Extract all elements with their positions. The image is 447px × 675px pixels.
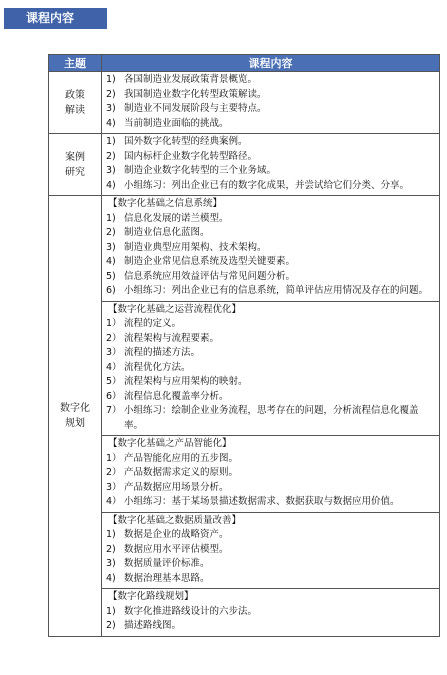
list-item (106, 528, 435, 543)
item-number: 1） (106, 318, 122, 329)
table-header-row (49, 55, 440, 72)
list-item (106, 135, 435, 150)
item-text: 小组练习：绘制企业业务流程，思考存在的问题，分析流程信息化覆盖率。 (124, 405, 419, 431)
content-cell (102, 301, 440, 436)
item-number: 4） (106, 496, 122, 507)
list-item (106, 73, 435, 88)
item-number: 2) (106, 227, 116, 238)
item-number: 6) (106, 285, 116, 296)
content-cell (102, 196, 440, 302)
list-item (106, 543, 435, 558)
item-text: 数字化推进路线设计的六步法。 (124, 605, 258, 617)
course-table (48, 54, 440, 637)
list-item (106, 495, 435, 510)
item-number: 3) (106, 558, 116, 569)
item-text: 流程的描述方法。 (124, 347, 201, 358)
item-text: 流程信息化覆盖率分析。 (124, 390, 229, 402)
item-text: 制造业信息化蓝图。 (124, 227, 210, 238)
item-text: 我国制造业数字化转型政策解读。 (124, 88, 267, 100)
item-number: 2） (106, 467, 122, 478)
list-item (106, 317, 435, 332)
list-item (106, 88, 435, 103)
list-item (106, 164, 435, 179)
table-row (49, 134, 440, 196)
topic-label: 研究 (65, 166, 85, 178)
section-title: 课程内容 (4, 8, 107, 29)
item-text: 产品数据应用场景分析。 (124, 481, 229, 493)
topic-label: 案例 (65, 151, 85, 163)
topic-cell (49, 72, 102, 134)
item-text: 国内标杆企业数字化转型路径。 (124, 150, 258, 162)
list-item (106, 346, 435, 361)
item-number: 1) (106, 605, 116, 617)
item-number: 2) (106, 543, 116, 555)
list-item (106, 375, 435, 390)
item-number: 2) (106, 150, 116, 162)
item-text: 产品智能化应用的五步图。 (124, 452, 239, 464)
list-item (106, 619, 435, 634)
table-row (49, 589, 440, 637)
column-header-content: 课程内容 (102, 55, 440, 72)
item-number: 3） (106, 347, 122, 358)
content-cell (102, 512, 440, 589)
section-heading: 【数字化基础之信息系统】 (108, 198, 223, 209)
list-item (106, 605, 435, 620)
item-text: 制造业不同发展阶段与主要特点。 (124, 103, 267, 114)
topic-cell (49, 134, 102, 196)
topic-cell (49, 196, 102, 637)
list-item (106, 212, 435, 227)
topic-label: 解读 (65, 104, 85, 116)
item-number: 4) (106, 179, 116, 191)
item-number: 5) (106, 270, 116, 282)
item-number: 4) (106, 117, 116, 129)
item-number: 1) (106, 212, 116, 224)
item-number: 1) (106, 529, 116, 540)
item-number: 3) (106, 103, 116, 114)
list-item (106, 179, 435, 194)
section-heading: 【数字化基础之数据质量改善】 (108, 514, 242, 526)
section-heading: 【数字化基础之产品智能化】 (108, 438, 232, 449)
item-number: 1) (106, 136, 116, 147)
item-text: 小组练习：基于某场景描述数据需求、数据获取与数据应用价值。 (124, 496, 400, 507)
list-item (106, 332, 435, 347)
item-number: 4） (106, 361, 122, 373)
item-number: 3) (106, 241, 116, 253)
item-text: 小组练习：列出企业已有的数字化成果，并尝试给它们分类、分享。 (124, 179, 410, 191)
list-item (106, 452, 435, 467)
table-row (49, 436, 440, 513)
list-item (106, 481, 435, 496)
list-item (106, 361, 435, 376)
item-text: 流程架构与流程要素。 (124, 332, 220, 344)
content-cell (102, 589, 440, 637)
item-number: 4) (106, 256, 116, 267)
item-text: 当前制造业面临的挑战。 (124, 117, 229, 129)
list-item (106, 226, 435, 241)
table-row (49, 72, 440, 134)
topic-label: 规划 (65, 417, 85, 429)
item-text: 国外数字化转型的经典案例。 (124, 136, 248, 147)
item-text: 数据治理基本思路。 (124, 572, 210, 584)
list-item (106, 466, 435, 481)
table-row (49, 301, 440, 436)
content-cell (102, 72, 440, 134)
list-item (106, 404, 435, 433)
item-text: 制造业典型应用架构、技术架构。 (124, 241, 267, 253)
item-text: 流程架构与应用架构的映射。 (124, 376, 248, 387)
list-item (106, 150, 435, 165)
table-row (49, 512, 440, 589)
item-text: 数据是企业的战略资产。 (124, 529, 229, 540)
list-item (106, 117, 435, 132)
list-item (106, 390, 435, 405)
topic-label: 政策 (65, 89, 85, 101)
item-text: 产品数据需求定义的原则。 (124, 467, 239, 478)
list-item (106, 572, 435, 587)
content-cell (102, 134, 440, 196)
list-item (106, 241, 435, 256)
item-number: 1) (106, 74, 116, 85)
item-number: 2) (106, 620, 116, 631)
item-text: 信息化发展的诺兰模型。 (124, 212, 229, 224)
list-item (106, 284, 435, 299)
section-heading: 【数字化基础之运营流程优化】 (108, 303, 242, 315)
item-number: 2) (106, 88, 116, 100)
item-number: 4) (106, 572, 116, 584)
item-number: 7） (106, 405, 122, 416)
content-cell (102, 436, 440, 513)
item-text: 流程优化方法。 (124, 361, 191, 373)
item-number: 1） (106, 452, 122, 464)
item-text: 各国制造业发展政策背景概览。 (124, 74, 258, 85)
column-header-topic: 主题 (49, 55, 102, 72)
item-text: 流程的定义。 (124, 318, 182, 329)
topic-label: 数字化 (60, 402, 90, 414)
item-text: 描述路线图。 (124, 620, 182, 631)
item-number: 2） (106, 332, 122, 344)
list-item (106, 557, 435, 572)
item-text: 数据质量评价标准。 (124, 558, 210, 569)
item-number: 6） (106, 390, 122, 402)
item-text: 小组练习：列出企业已有的信息系统，简单评估应用情况及存在的问题。 (124, 285, 429, 296)
table-row (49, 196, 440, 302)
item-number: 5） (106, 376, 122, 387)
list-item (106, 270, 435, 285)
item-number: 3) (106, 165, 116, 176)
list-item (106, 102, 435, 117)
item-text: 信息系统应用效益评估与常见问题分析。 (124, 270, 296, 282)
list-item (106, 255, 435, 270)
item-text: 制造企业数字化转型的三个业务域。 (124, 165, 277, 176)
item-number: 3） (106, 481, 122, 493)
section-heading: 【数字化路线规划】 (108, 591, 194, 602)
item-text: 制造企业常见信息系统及选型关键要素。 (124, 256, 296, 267)
item-text: 数据应用水平评估模型。 (124, 543, 229, 555)
